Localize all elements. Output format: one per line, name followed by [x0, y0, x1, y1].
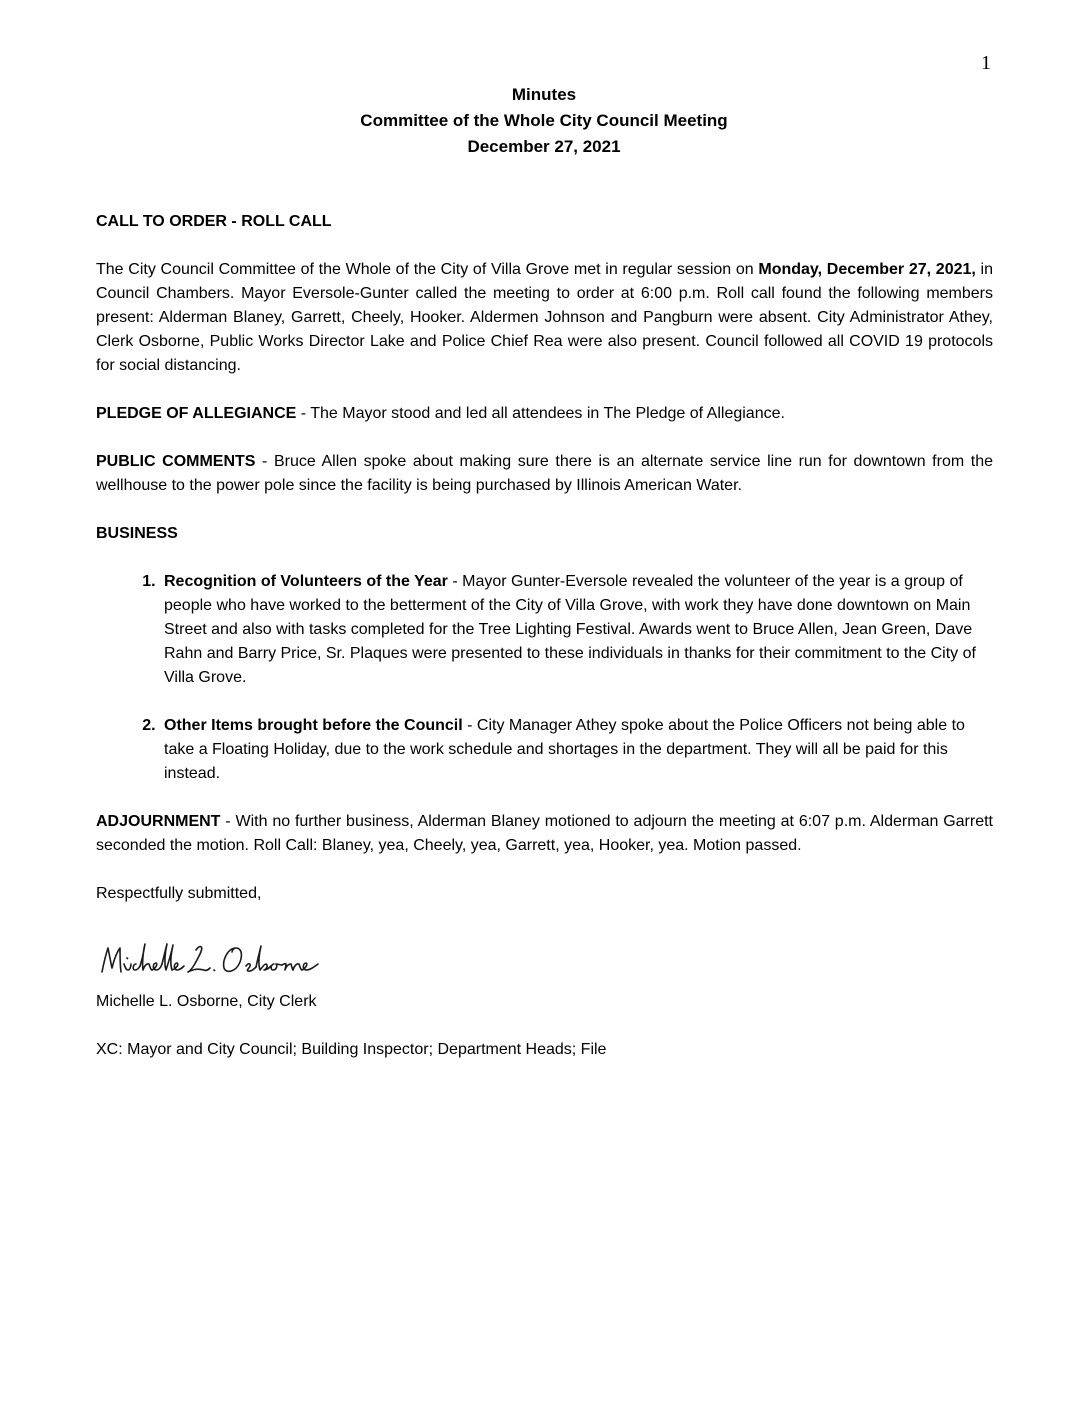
- document-body: [96, 210, 993, 1086]
- pledge-paragraph: [96, 402, 993, 426]
- signature-image: [96, 934, 356, 984]
- business-item-text: - Mayor Gunter-Eversole revealed the volunteer of the year is a group of people who have worked to the betterment of the City of Villa Grove, with work they have done downtown on Main Street and also with tasks completed for the Tree Lighting Festival. Awards went to Bruce Allen, Jean Green, Dave Rahn and Barry Price, Sr. Plaques were presented to these individuals in thanks for their commitment to the City of Villa Grove.: [164, 573, 976, 686]
- call-to-order-text-b: in Council Chambers. Mayor Eversole-Gunter called the meeting to order at 6:00 p.m. Roll call found the following members present: Alderman Blaney, Garrett, Cheely, Hooker. Aldermen Johnson and Pangburn were absent. City Administrator Athey, Clerk Osborne, Public Works Director Lake and Police Chief Rea were also present. Council followed all COVID 19 protocols for social distancing.: [96, 261, 993, 374]
- clerk-name-line: Michelle L. Osborne, City Clerk: [96, 993, 317, 1010]
- business-item-volunteers: [160, 570, 993, 690]
- header-date: December 27, 2021: [467, 137, 621, 156]
- pledge-label: PLEDGE OF ALLEGIANCE: [96, 405, 297, 422]
- business-item-text: - City Manager Athey spoke about the Police Officers not being able to take a Floating Holiday, due to the work schedule and shortages in the department. They will all be paid for this instead.: [164, 717, 965, 782]
- adjournment-paragraph: [96, 810, 993, 858]
- document-header: [0, 82, 1088, 160]
- business-item-title: Recognition of Volunteers of the Year: [164, 573, 448, 590]
- business-item-title: Other Items brought before the Council: [164, 717, 463, 734]
- pledge-text: - The Mayor stood and led all attendees in The Pledge of Allegiance.: [296, 405, 785, 422]
- handwritten-signature: [96, 930, 993, 988]
- public-comments-label: PUBLIC COMMENTS: [96, 453, 256, 470]
- call-to-order-paragraph: [96, 258, 993, 378]
- business-item-other: [160, 714, 993, 786]
- header-title: Minutes: [511, 85, 577, 104]
- call-to-order-heading: CALL TO ORDER - ROLL CALL: [96, 213, 332, 230]
- distribution-line: XC: Mayor and City Council; Building Inspector; Department Heads; File: [96, 1041, 607, 1058]
- business-list: [96, 570, 993, 786]
- call-to-order-text-a: The City Council Committee of the Whole of the City of Villa Grove met in regular session on: [96, 261, 759, 278]
- meeting-date-bold: Monday, December 27, 2021,: [758, 261, 976, 278]
- header-meeting-name: Committee of the Whole City Council Meeting: [360, 111, 728, 130]
- adjournment-text: - With no further business, Alderman Blaney motioned to adjourn the meeting at 6:07 p.m. Alderman Garrett seconded the motion. Roll Call: Blaney, yea, Cheely, yea, Garrett, yea, Hooker, yea. Motion passed.: [96, 813, 993, 854]
- business-heading: BUSINESS: [96, 525, 178, 542]
- adjournment-label: ADJOURNMENT: [96, 813, 221, 830]
- page-number: 1: [981, 52, 991, 74]
- public-comments-paragraph: [96, 450, 993, 498]
- closing-line: Respectfully submitted,: [96, 885, 262, 902]
- public-comments-text: - Bruce Allen spoke about making sure there is an alternate service line run for downtown from the wellhouse to the power pole since the facility is being purchased by Illinois American Water.: [96, 453, 994, 494]
